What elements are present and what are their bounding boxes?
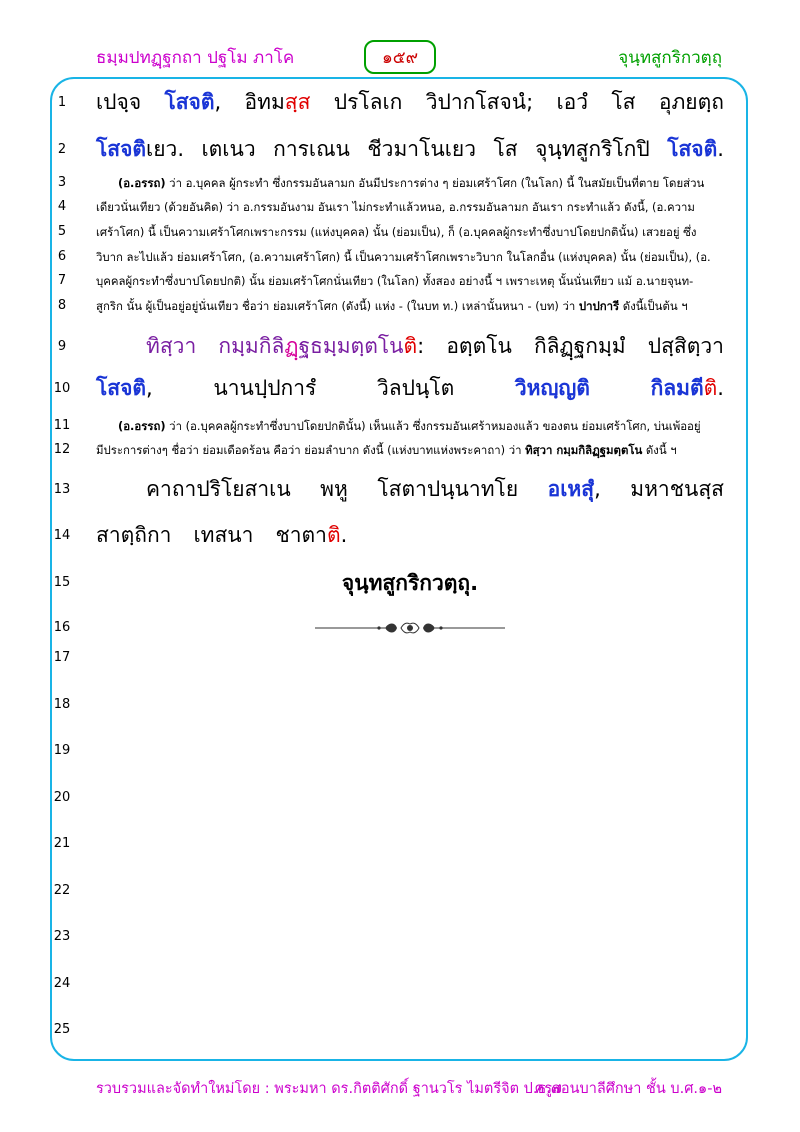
pali-line-1 (96, 87, 724, 117)
word: กิลิฏฺฐกมฺมํ (533, 334, 626, 358)
line-number: 3 (57, 175, 67, 190)
word: จุนฺทสูกริโกปิ (535, 137, 650, 161)
verse-word (218, 331, 424, 361)
translation-line-3 (96, 175, 726, 191)
line-number: 9 (57, 339, 67, 354)
iti-suffix-highlight: ติ (326, 523, 341, 547)
line-number: 21 (53, 836, 71, 851)
translation-text: ดังนี้ ฯ (642, 443, 677, 457)
word-suffix-highlight: สฺส (284, 90, 311, 114)
line-number: 20 (53, 790, 71, 805)
keyword-bold: ทิสฺวา กมฺมกิลิฏฺฐมตฺตโน (525, 443, 643, 457)
punctuation: , (214, 90, 222, 114)
line-number: 16 (53, 620, 71, 635)
translation-line-6: วิบาก ละไปแล้ว ย่อมเศร้าโศก, (อ.ความเศร้าโศก) นี้ เป็นความเศร้าโศกเพราะวิบาก ในโลกอื่น (แห่งบุคคล) นั้น (ย่อมเป็น), (อ. (96, 250, 711, 264)
word: คาถาปริโยสาเน (146, 477, 291, 501)
line-number: 8 (57, 298, 67, 313)
verse-word-part: ฐธมฺมตฺตโน (298, 334, 404, 358)
verse-word-part: ฏฺ (284, 334, 299, 358)
story-end-title: จุนฺทสูกริกวตฺถุ. (341, 571, 479, 595)
translation-lead: (อ.อรรถ) (118, 176, 166, 190)
translation-text: ว่า อ.บุคคล ผู้กระทำ ซึ่งกรรมอันลามก อันมีประการต่าง ๆ ย่อมเศร้าโศก (ในโลก) นี้ ในสมัยเป็นที่ตาย โดยส่วน (165, 176, 705, 190)
keyword-highlight: อเหสุํ (547, 477, 595, 501)
word: นานปฺปการํ (213, 376, 317, 400)
word-part: อิทม (244, 90, 285, 114)
footer-compiler: รวบรวมและจัดทำใหม่โดย : พระมหา ดร.กิตติศักดิ์ ฐานวโร ไมตรีจิต ป.ธ.๗ (96, 1081, 562, 1097)
word: ปสฺสิตฺวา (647, 334, 724, 358)
word-part: ชาตา (275, 523, 327, 547)
punctuation: . (717, 137, 724, 161)
word (667, 134, 724, 164)
word: วิปากโสจนํ; (425, 90, 534, 114)
translation-line-4: เดียวนั่นเทียว (ด้วยอันคิด) ว่า อ.กรรมอันงาม อันเรา ไม่กระทำแล้วหนอ, อ.กรรมอันลามก อันเรา กระทำแล้ว ดังนี้, (อ.ความ (96, 200, 695, 214)
word: โส (493, 137, 518, 161)
footer-course: ครูสอนบาลีศึกษา ชั้น บ.ศ.๑-๒ (534, 1081, 722, 1097)
punctuation: , (146, 376, 153, 400)
translation-text: ว่า (อ.บุคคลผู้กระทำซึ่งบาปโดยปกตินั้น) เห็นแล้ว ซึ่งกรรมอันเศร้าหมองแล้ว ของตน ย่อมเศร้าโศก, บ่นเพ้ออยู่ (165, 419, 701, 433)
word: เปจฺจ (96, 90, 142, 114)
translation-text: มีประการต่างๆ ชื่อว่า ย่อมเดือดร้อน คือว่า ย่อมลำบาก ดังนี้ (แห่งบาทแห่งพระคาถา) ว่า (96, 443, 526, 457)
verse-word: ทิสฺวา (146, 334, 197, 358)
line-number: 10 (53, 381, 71, 396)
word (651, 373, 724, 403)
translation-lead: (อ.อรรถ) (118, 419, 166, 433)
keyword-highlight: กิลมตี (650, 376, 704, 400)
pali-line-13 (146, 474, 724, 504)
line-number: 13 (53, 482, 71, 497)
line-number: 17 (53, 650, 71, 665)
line-number: 6 (57, 249, 67, 264)
line-number: 15 (53, 575, 71, 590)
verse-word-part: กมฺมกิลิ (218, 334, 285, 358)
page-number: ๑๕๙ (364, 40, 436, 74)
word: การเณน (273, 137, 350, 161)
pali-line-9 (146, 331, 724, 361)
line-number: 5 (57, 224, 67, 239)
translation-line-7: บุคคลผู้กระทำซึ่งบาปโดยปกติ) นั้น ย่อมเศร้าโศกนั่นเทียว (ในโลก) ทั้งสอง อย่างนี้ ฯ เพราะเหตุ นั้นนั่นเทียว แม้ อ.นายจุนท- (96, 274, 694, 288)
word (164, 87, 221, 117)
line-number: 18 (53, 697, 71, 712)
translation-text: ดังนี้เป็นต้น ฯ (619, 299, 688, 313)
word: เทสนา (193, 523, 254, 547)
keyword-highlight: โสจติ (667, 137, 718, 161)
word: อุภยตฺถ (658, 90, 724, 114)
keyword-highlight: วิหญฺญติ (514, 376, 590, 400)
pali-line-10 (96, 373, 724, 403)
translation-line-5: เศร้าโศก) นี้ เป็นความเศร้าโศกเพราะกรรม (แห่งบุคคล) นั้น (ย่อมเป็น), ก็ (อ.บุคคลผู้กระทำซึ่งบาปโดยปกตินั้น) เสวยอยู่ ซึ่ง (96, 225, 697, 239)
punctuation: . (340, 523, 348, 547)
word: สาตฺถิกา (96, 523, 172, 547)
word: วิลปนฺโต (376, 376, 455, 400)
word (244, 87, 310, 117)
header-book-title: ธมฺมปทฏฺฐกถา ปฐโม ภาโค (96, 48, 295, 68)
line-number: 23 (53, 929, 71, 944)
punctuation: : (417, 334, 425, 358)
word: เอวํ (556, 90, 589, 114)
word (96, 134, 184, 164)
line-number: 14 (53, 528, 71, 543)
punctuation: . (717, 376, 724, 400)
translation-line-8 (96, 298, 726, 314)
iti-suffix-highlight: ติ (403, 334, 418, 358)
keyword-bold: ปาปการี (578, 299, 620, 313)
header-story-title: จุนฺทสูกริกวตฺถุ (618, 48, 722, 68)
word-part: เยว. (146, 137, 184, 161)
word: อตฺตโน (446, 334, 512, 358)
word: ปรโลเก (333, 90, 403, 114)
line-number: 1 (57, 95, 67, 110)
keyword-highlight: โสจติ (96, 137, 147, 161)
iti-suffix-highlight: ติ (703, 376, 718, 400)
keyword-highlight: โสจติ (164, 90, 215, 114)
line-number: 7 (57, 273, 67, 288)
word: โสตาปนฺนาทโย (377, 477, 519, 501)
line-number: 11 (53, 418, 71, 433)
word (96, 373, 153, 403)
word (275, 523, 347, 547)
line-number: 19 (53, 743, 71, 758)
flourish-divider-icon (315, 618, 505, 638)
word: โส (611, 90, 636, 114)
word: พหู (320, 477, 348, 501)
line-number: 25 (53, 1022, 71, 1037)
line-number: 2 (57, 142, 67, 157)
word: ชีวมาโนเยว (367, 137, 476, 161)
punctuation: , (594, 477, 601, 501)
line-number: 12 (53, 442, 71, 457)
line-number: 22 (53, 883, 71, 898)
pali-line-2 (96, 134, 724, 164)
word (548, 474, 601, 504)
line-number: 4 (57, 199, 67, 214)
translation-line-11 (96, 418, 726, 434)
translation-line-12 (96, 442, 726, 458)
pali-line-14 (96, 520, 724, 550)
word: มหาชนสฺส (630, 477, 724, 501)
translation-text: สูกริก นั้น ผู้เป็นอยู่อยู่นั่นเทียว ชื่อว่า ย่อมเศร้าโศก (ดังนี้) แห่ง - (ในบท ท.) เหล่านั้นหนา - (บท) ว่า (96, 299, 579, 313)
word: เตเนว (201, 137, 256, 161)
line-number: 24 (53, 976, 71, 991)
keyword-highlight: โสจติ (96, 376, 147, 400)
